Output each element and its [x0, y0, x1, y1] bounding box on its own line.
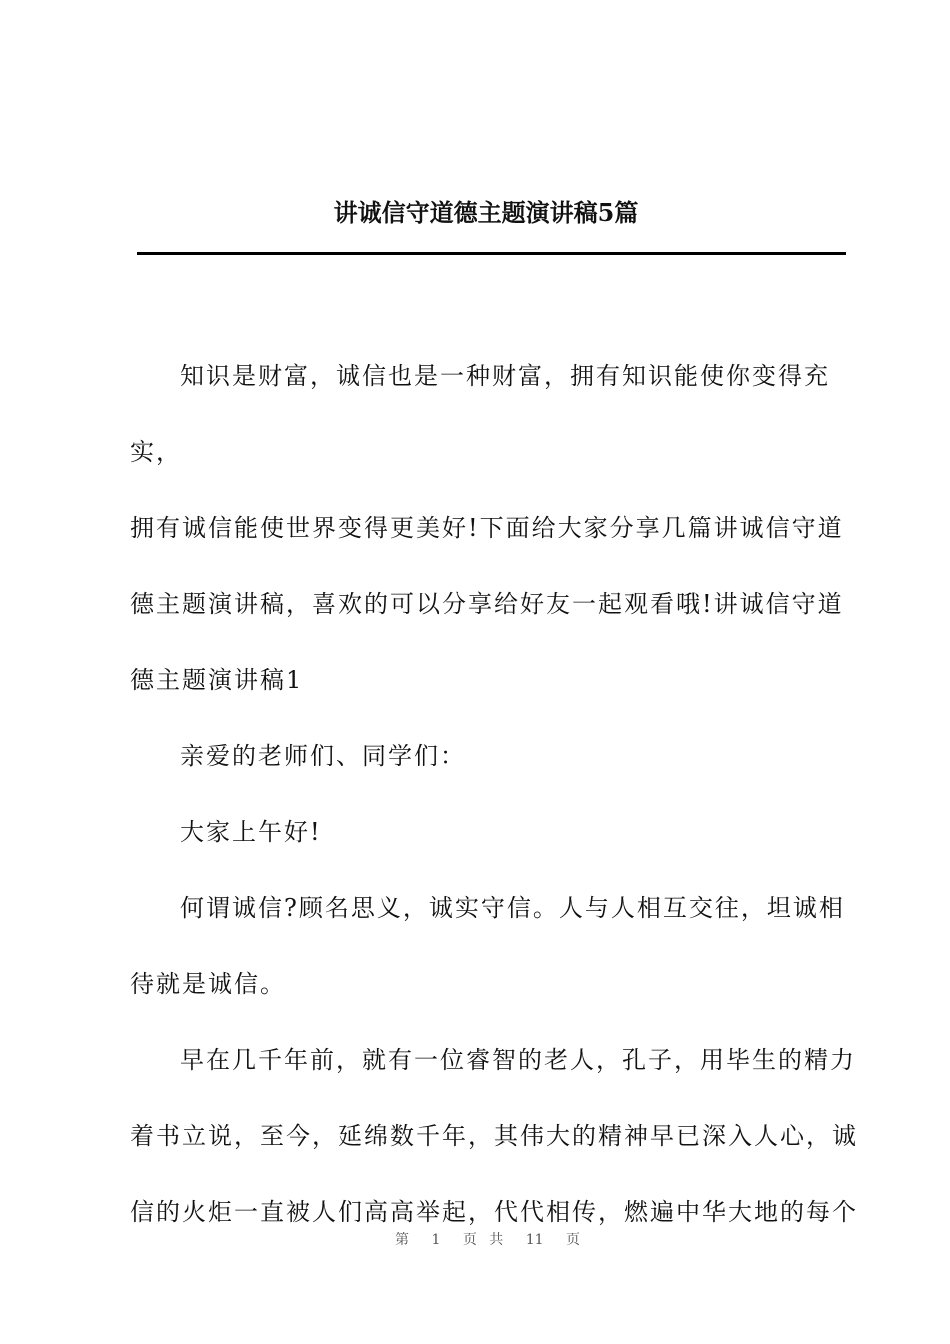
paragraph-intro: [130, 338, 860, 718]
document-title: 讲诚信守道德主题演讲稿5篇: [333, 198, 639, 227]
footer-prefix: 第: [394, 1232, 409, 1248]
paragraph-definition: [130, 870, 860, 1022]
text-line: 早在几千年前，就有一位睿智的老人，孔子，用毕生的精力: [180, 1046, 856, 1074]
text-line: 大家上午好!: [180, 818, 322, 846]
footer-page-number: 1: [431, 1232, 441, 1248]
document-body: [130, 338, 860, 1250]
title-underline: [137, 252, 846, 255]
text-line: 德主题演讲稿1: [130, 666, 304, 694]
text-line: 知识是财富，诚信也是一种财富，拥有知识能使你变得充实，: [130, 362, 830, 466]
footer-middle: 页 共: [462, 1232, 504, 1248]
text-line: 信的火炬一直被人们高高举起，代代相传，燃遍中华大地的每个: [130, 1198, 858, 1226]
footer-suffix: 页: [566, 1232, 580, 1248]
text-line: 待就是诚信。: [130, 970, 286, 998]
paragraph-greeting: [130, 794, 860, 870]
paragraph-history: [130, 1022, 860, 1250]
paragraph-salutation: [130, 718, 860, 794]
page-footer: [0, 1228, 950, 1252]
text-line: 亲爱的老师们、同学们：: [180, 742, 466, 770]
footer-total-pages: 11: [525, 1232, 544, 1248]
text-line: 何谓诚信?顾名思义，诚实守信。人与人相互交往，坦诚相: [180, 894, 845, 922]
text-line: 拥有诚信能使世界变得更美好!下面给大家分享几篇讲诚信守道: [130, 514, 844, 542]
text-line: 德主题演讲稿，喜欢的可以分享给好友一起观看哦!讲诚信守道: [130, 590, 844, 618]
text-line: 着书立说，至今，延绵数千年，其伟大的精神早已深入人心，诚: [130, 1122, 858, 1150]
